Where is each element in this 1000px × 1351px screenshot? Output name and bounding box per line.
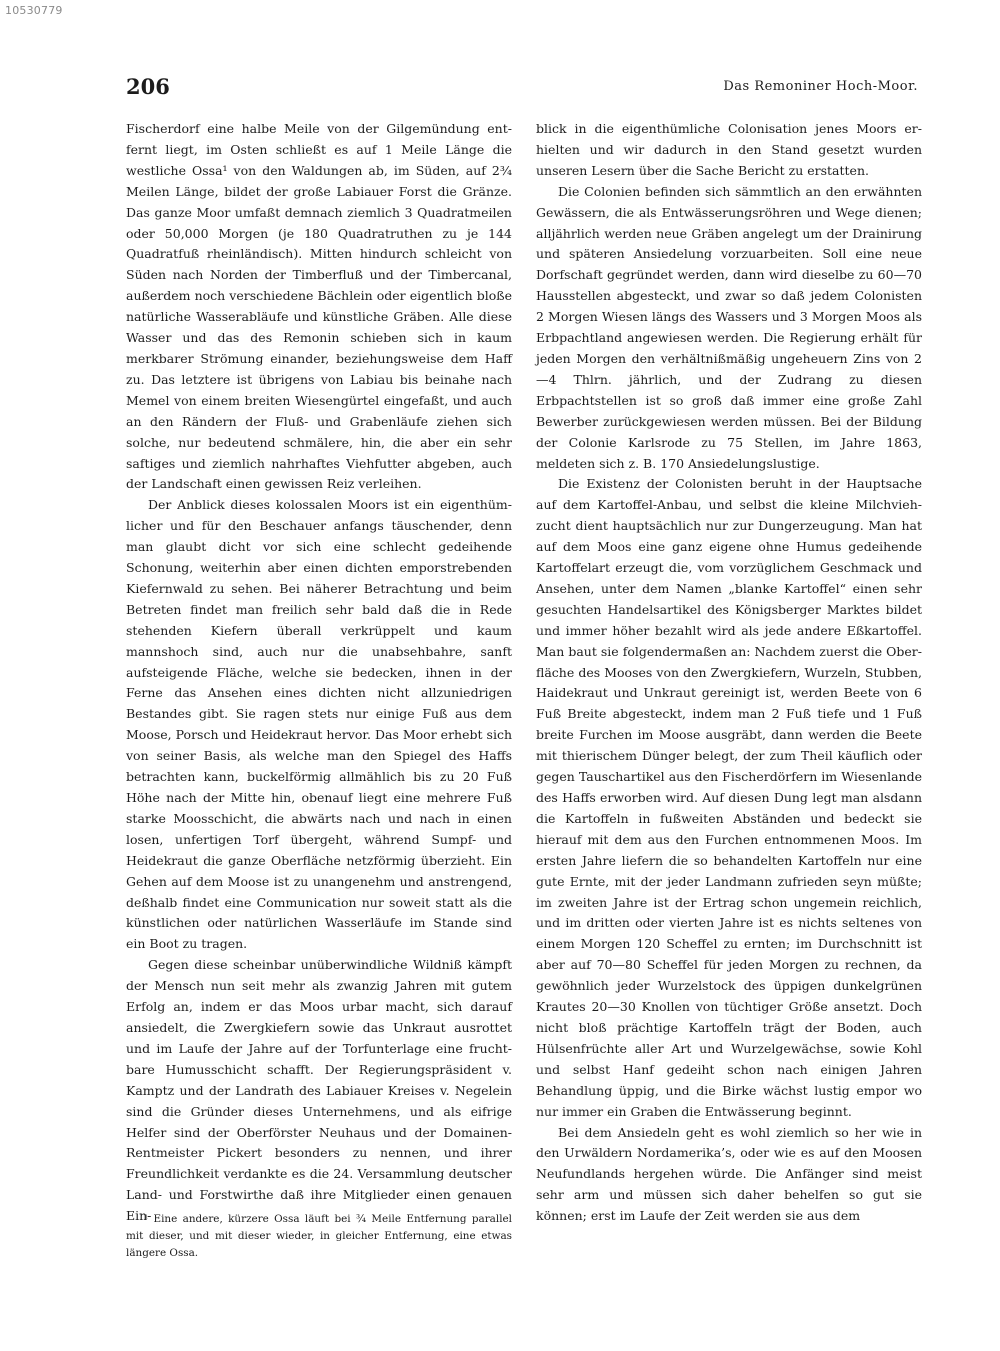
- right-paragraph-1: blick in die eigenthümliche Colonisation jenes Moors erhielten und wir dadurch in den Stand gesetzt wurden unseren Lesern über die Sache Bericht zu erstatten.: [536, 121, 922, 178]
- footnote: ¹ Eine andere, kürzere Ossa läuft bei ¾ Meile Entfernung parallel mit dieser, und mit dieser wieder, in gleicher Entfernung, eine etwas längere Ossa.: [126, 1213, 512, 1259]
- page-header: [126, 76, 922, 100]
- left-paragraph-2: Der Anblick dieses kolossalen Moors ist ein eigenthümlicher und für den Beschauer anfangs täuschender, denn man glaubt dicht vor sich eine schlecht gedeihende Schonung, weiterhin aber einen dichten emporstrebenden Kiefernwald zu sehen. Bei näherer Betrachtung und beim Betreten findet man freilich sehr bald daß die in Rede stehenden Kiefern überall verkrüppelt und kaum mannshoch sind, auch nur die unabsehbahre, sanft aufsteigende Fläche, welche sie bedecken, ihnen in der Ferne das Ansehen eines dichten nicht allzuniedrigen Bestandes gibt. Sie ragen stets nur einige Fuß aus dem Moose, Porsch und Heidekraut hervor. Das Moor erhebt sich von seiner Basis, als welche man den Spiegel des Haffs betrachten kann, buckelförmig allmählich bis zu 20 Fuß Höhe nach der Mitte hin, obenauf liegt eine mehrere Fuß starke Moosschicht, die abwärts nach und nach in einen losen, unfertigen Torf übergeht, während Sumpf- und Heidekraut die ganze Oberfläche netzförmig überzieht. Ein Gehen auf dem Moose ist zu unangenehm und anstrengend, deßhalb findet eine Communication nur soweit statt als die künstlichen oder natürlichen Wasserläufe im Stande sind ein Boot zu tragen.: [126, 497, 512, 952]
- scan-id-label: 10530779: [5, 4, 63, 17]
- right-column: [536, 119, 922, 1227]
- right-paragraph-2: Die Colonien befinden sich sämmtlich an den erwähnten Gewässern, die als Entwässerungsröhren und Wege dienen; alljährlich werden neue Gräben angelegt um der Drainirung und späteren Ansiedelung vorzuarbeiten. Soll eine neue Dorfschaft gegründet werden, dann wird dieselbe zu 60—70 Hausstellen abgesteckt, und zwar so daß jedem Colonisten 2 Morgen Wiesen längs des Wassers und 3 Morgen Moos als Erbpachtland angewiesen werden. Die Regierung erhält für jeden Morgen den verhältnißmäßig ungeheuern Zins von 2—4 Thlrn. jährlich, und der Zudrang zu diesen Erbpachtstellen ist so groß daß immer eine große Zahl Bewerber zurückgewiesen werden müssen. Bei der Bildung der Colonie Karlsrode zu 75 Stellen, im Jahre 1863, meldeten sich z. B. 170 Ansiedelungslustige.: [536, 183, 922, 471]
- right-paragraph-4: Bei dem Ansiedeln geht es wohl ziemlich so her wie in den Urwäldern Nordamerika’s, oder wie es auf den Moosen Neufundlands hergehen würde. Die Anfänger sind meist sehr arm und müssen sich daher behelfen so gut sie können; erst im Laufe der Zeit werden sie aus dem: [536, 1124, 922, 1224]
- running-title: Das Remoniner Hoch-Moor.: [723, 79, 918, 94]
- left-paragraph-1: Fischerdorf eine halbe Meile von der Gilgemündung entfernt liegt, im Osten schließt es auf 1 Meile Länge die westliche Ossa¹ von den Waldungen ab, im Süden, auf 2¾ Meilen Länge, bildet der große Labiauer Forst die Gränze. Das ganze Moor umfaßt demnach ziemlich 3 Quadratmeilen oder 50,000 Morgen (je 180 Quadratruthen zu je 144 Quadratfuß rheinländisch). Mitten hindurch schleicht von Süden nach Norden der Timberfluß und der Timbercanal, außerdem noch verschiedene Bächlein oder eigentlich bloße natürliche Wasserabläufe und künstliche Gräben. Alle diese Wasser und das des Remonin schieben sich in kaum merkbarer Strömung einander, beziehungsweise dem Haff zu. Das letztere ist übrigens von Labiau bis beinahe nach Memel von einem breiten Wiesengürtel eingefaßt, und auch an den Rändern der Fluß- und Grabenläufe ziehen sich solche, nur bedeutend schmälere, hin, die aber ein sehr saftiges und ziemlich nahrhaftes Viehfutter abgeben, auch der Landschaft einen gewissen Reiz verleihen.: [126, 121, 512, 492]
- left-paragraph-3: Gegen diese scheinbar unüberwindliche Wildniß kämpft der Mensch nun seit mehr als zwanzig Jahren mit gutem Erfolg an, indem er das Moos urbar macht, sich darauf ansiedelt, die Zwergkiefern sowie das Unkraut ausrottet und im Laufe der Jahre auf der Torfunterlage eine fruchtbare Humusschicht schafft. Der Regierungspräsident v. Kamptz und der Landrath des Labiauer Kreises v. Negelein sind die Gründer dieses Unternehmens, und als eifrige Helfer sind der Oberförster Neuhaus und der Domainen-Rentmeister Pickert besonders zu nennen, und ihrer Freundlichkeit verdankte es die 24. Versammlung deutscher Land- und Forstwirthe daß ihre Mitglieder einen genauen Ein-: [126, 957, 512, 1224]
- left-column: [126, 119, 512, 1227]
- page-number: 206: [126, 74, 170, 99]
- right-paragraph-3: Die Existenz der Colonisten beruht in der Hauptsache auf dem Kartoffel-Anbau, und selbst die kleine Milchviehzucht dient hauptsächlich nur zur Dungerzeugung. Man hat auf dem Moos eine ganz eigene ohne Humus gedeihende Kartoffelart erzeugt die, vom vorzüglichem Geschmack und Ansehen, unter dem Namen „blanke Kartoffel“ einen sehr gesuchten Handelsartikel des Königsberger Marktes bildet und immer höher bezahlt wird als jede andere Eßkartoffel. Man baut sie folgendermaßen an: Nachdem zuerst die Oberfläche des Mooses von den Zwergkiefern, Wurzeln, Stubben, Haidekraut und Unkraut gereinigt ist, werden Beete von 6 Fuß Breite abgesteckt, indem man 2 Fuß tiefe und 1 Fuß breite Furchen im Moose ausgräbt, dann werden die Beete mit thierischem Dünger belegt, der zum Theil käuflich oder gegen Tauschartikel aus den Fischerdörfern im Wiesenlande des Haffs erworben wird. Auf diesen Dung legt man alsdann die Kartoffeln in fußweiten Abständen und bedeckt sie hierauf mit dem aus den Furchen entnommenen Moos. Im ersten Jahre liefern die so behandelten Kartoffeln nur eine gute Ernte, mit der jeder Landmann zufrieden seyn müßte; im zweiten Jahre ist der Ertrag schon ungemein reichlich, und im dritten oder vierten Jahre ist es nichts seltenes von einem Morgen 120 Scheffel zu ernten; im Durchschnitt ist aber auf 70—80 Scheffel für jeden Morgen zu rechnen, da gewöhnlich jeder Wurzelstock des üppigen dunkelgrünen Krautes 20—30 Knollen von tüchtiger Größe ansetzt. Doch nicht bloß prächtige Kartoffeln trägt der Boden, auch Hülsenfrüchte aller Art und Wurzelgewächse, sowie Kohl und selbst Hanf gedeiht schon nach einigen Jahren Behandlung üppig, und die Birke wächst lustig empor wo nur immer ein Graben die Entwässerung beginnt.: [536, 476, 922, 1119]
